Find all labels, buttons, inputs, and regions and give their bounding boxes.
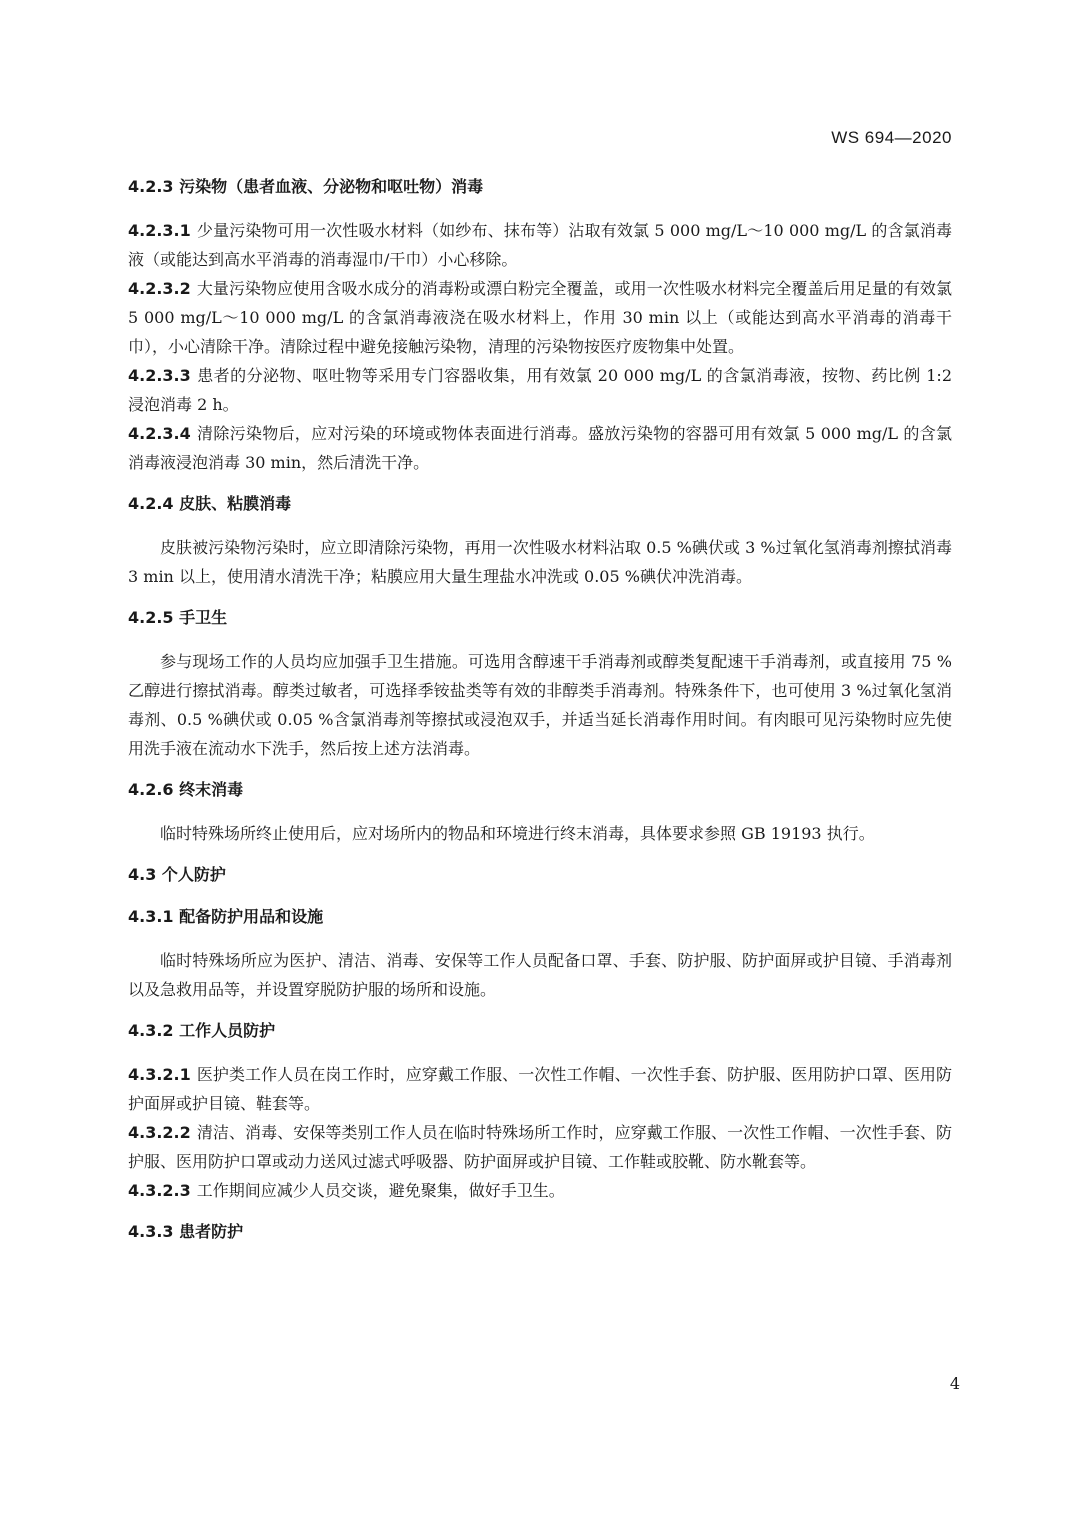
clause-number: 4.2.3.1 <box>128 221 191 240</box>
heading-4-3-2: 4.3.2 工作人员防护 <box>128 1021 276 1040</box>
heading-4-2-6: 4.2.6 终末消毒 <box>128 780 244 799</box>
clause-4-3-2-3 <box>128 1176 952 1205</box>
document-code: WS 694—2020 <box>831 128 952 147</box>
paragraph-terminal-disinfection: 临时特殊场所终止使用后，应对场所内的物品和环境进行终末消毒，具体要求参照 GB 19193 执行。 <box>160 824 875 843</box>
document-body <box>128 174 952 1261</box>
clause-number: 4.3.2.1 <box>128 1065 191 1084</box>
clause-text: 医护类工作人员在岗工作时，应穿戴工作服、一次性工作帽、一次性手套、防护服、医用防护口罩、医用防护面屏或护目镜、鞋套等。 <box>128 1065 952 1113</box>
clause-4-2-3-3 <box>128 361 952 419</box>
paragraph-skin-mucosa: 皮肤被污染物污染时，应立即清除污染物，再用一次性吸水材料沾取 0.5 %碘伏或 3 %过氧化氢消毒剂擦拭消毒 3 min 以上，使用清水清洗干净；粘膜应用大量生理盐水冲洗或 0.05 %碘伏冲洗消毒。 <box>128 538 952 586</box>
page-number: 4 <box>949 1374 960 1393</box>
clause-number: 4.2.3.3 <box>128 366 191 385</box>
clause-number: 4.2.3.2 <box>128 279 191 298</box>
clause-4-3-2-1 <box>128 1060 952 1118</box>
clause-4-2-3-4 <box>128 419 952 477</box>
clause-text: 大量污染物应使用含吸水成分的消毒粉或漂白粉完全覆盖，或用一次性吸水材料完全覆盖后用足量的有效氯 5 000 mg/L～10 000 mg/L 的含氯消毒液浇在吸水材料上，作用 30 min 以上（或能达到高水平消毒的消毒干巾），小心清除干净。清除过程中避免接触污染物，清理的污染物按医疗废物集中处置。 <box>128 279 952 356</box>
clause-4-3-2-2 <box>128 1118 952 1176</box>
clause-number: 4.3.2.2 <box>128 1123 191 1142</box>
clause-number: 4.3.2.3 <box>128 1181 191 1200</box>
clause-text: 工作期间应减少人员交谈，避免聚集，做好手卫生。 <box>196 1181 565 1200</box>
heading-4-2-5: 4.2.5 手卫生 <box>128 608 228 627</box>
heading-4-2-4: 4.2.4 皮肤、粘膜消毒 <box>128 494 292 513</box>
clause-text: 少量污染物可用一次性吸水材料（如纱布、抹布等）沾取有效氯 5 000 mg/L～10 000 mg/L 的含氯消毒液（或能达到高水平消毒的消毒湿巾/干巾）小心移除。 <box>128 221 952 269</box>
clause-4-2-3-2 <box>128 274 952 361</box>
clause-4-2-3-1 <box>128 216 952 274</box>
heading-4-3: 4.3 个人防护 <box>128 865 226 884</box>
clause-text: 清洁、消毒、安保等类别工作人员在临时特殊场所工作时，应穿戴工作服、一次性工作帽、一次性手套、防护服、医用防护口罩或动力送风过滤式呼吸器、防护面屏或护目镜、工作鞋或胶靴、防水靴套等。 <box>128 1123 952 1171</box>
paragraph-protective-supplies: 临时特殊场所应为医护、清洁、消毒、安保等工作人员配备口罩、手套、防护服、防护面屏或护目镜、手消毒剂以及急救用品等，并设置穿脱防护服的场所和设施。 <box>128 951 952 999</box>
clause-text: 清除污染物后，应对污染的环境或物体表面进行消毒。盛放污染物的容器可用有效氯 5 000 mg/L 的含氯消毒液浸泡消毒 30 min，然后清洗干净。 <box>128 424 952 472</box>
clause-number: 4.2.3.4 <box>128 424 191 443</box>
heading-4-3-3: 4.3.3 患者防护 <box>128 1222 244 1241</box>
heading-4-3-1: 4.3.1 配备防护用品和设施 <box>128 907 324 926</box>
paragraph-hand-hygiene: 参与现场工作的人员均应加强手卫生措施。可选用含醇速干手消毒剂或醇类复配速干手消毒剂，或直接用 75 %乙醇进行擦拭消毒。醇类过敏者，可选择季铵盐类等有效的非醇类手消毒剂。特殊条件下，也可使用 3 %过氧化氢消毒剂、0.5 %碘伏或 0.05 %含氯消毒剂等擦拭或浸泡双手，并适当延长消毒作用时间。有肉眼可见污染物时应先使用洗手液在流动水下洗手，然后按上述方法消毒。 <box>128 652 952 758</box>
clause-text: 患者的分泌物、呕吐物等采用专门容器收集，用有效氯 20 000 mg/L 的含氯消毒液，按物、药比例 1:2 浸泡消毒 2 h。 <box>128 366 952 414</box>
heading-4-2-3: 4.2.3 污染物（患者血液、分泌物和呕吐物）消毒 <box>128 177 484 196</box>
